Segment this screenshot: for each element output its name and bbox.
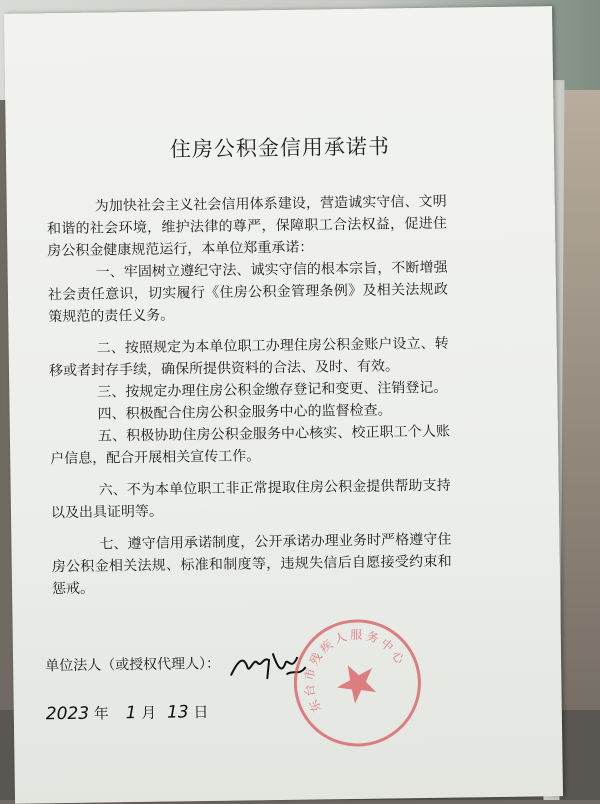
- document-paragraph: 二、按照规定为本单位职工办理住房公积金账户设立、转移或者封存手续，确保所提供资料的合法、及时、有效。: [48, 335, 449, 380]
- date-day: 13: [166, 702, 189, 723]
- date-year-unit: 年: [93, 704, 109, 723]
- document-paragraph: 四、积极配合住房公积金服务中心的监督检查。: [97, 402, 392, 423]
- document-body: [47, 191, 453, 601]
- signature-label: 单位法人（或授权代理人）：: [45, 655, 221, 675]
- document-paragraph: 为加快社会主义社会信用体系建设，营造诚实守信、文明和谐的社会环境，维护法律的尊严，保障职工合法权益，促进住房公积金健康规范运行，本单位郑重承诺：: [46, 193, 448, 260]
- date-line: [46, 701, 209, 724]
- document-paragraph: 一、牢固树立遵纪守法、诚实守信的根本宗旨，不断增强社会责任意识，切实履行《住房公积金管理条例》及相关法规政策规范的责任义务。: [47, 259, 449, 326]
- document-paragraph: 六、不为本单位职工非正常提取住房公积金提供帮助支持以及出具证明等。: [50, 477, 451, 522]
- document-paragraph: 三、按规定办理住房公积金缴存登记和变更、注销登记。: [97, 379, 448, 401]
- svg-text:东台市残疾人服务中心: 东台市残疾人服务中心: [301, 627, 409, 715]
- date-year: 2023: [45, 703, 90, 725]
- document-title: 住房公积金信用承诺书: [169, 134, 391, 162]
- document-paragraph: 七、遵守信用承诺制度，公开承诺办理业务时严格遵守住房公积金相关法规、标准和制度等，违规失信后自愿接受约束和惩戒。: [51, 531, 452, 598]
- document-page: [4, 6, 563, 804]
- official-stamp: [268, 593, 447, 772]
- date-day-unit: 日: [193, 703, 209, 722]
- document-paragraph: 五、积极协助住房公积金服务中心核实、校正职工个人账户信息，配合开展相关宣传工作。: [50, 423, 451, 468]
- date-month: 1: [125, 703, 137, 724]
- date-month-unit: 月: [141, 703, 157, 722]
